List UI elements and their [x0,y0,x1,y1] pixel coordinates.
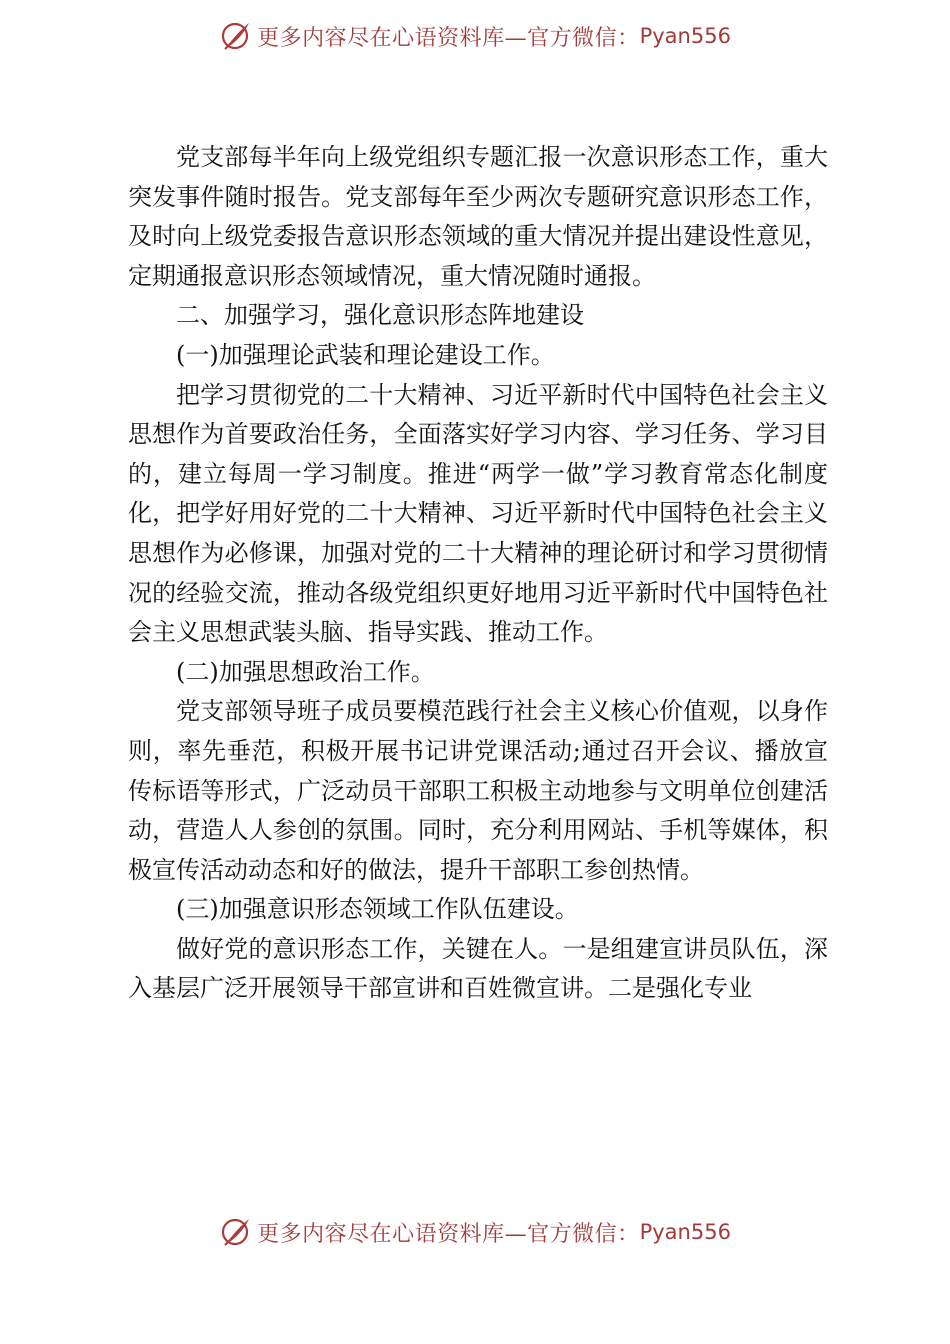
subheading-3: (三)加强意识形态领域工作队伍建设。 [176,895,579,924]
watermark-text: 更多内容尽在心语资料库—官方微信： [257,1221,640,1247]
quill-logo-icon [219,19,253,53]
quill-logo-icon [219,1215,253,1249]
paragraph-team-building: 做好党的意识形态工作，关键在人。一是组建宣讲员队伍，深入基层广泛开展领导干部宣讲和百姓微宣讲。二是强化专业 [128,934,828,1003]
watermark-wechat-id: Pyan556 [639,24,731,48]
document-body [128,138,828,1009]
header-watermark [0,16,950,56]
watermark-text: 更多内容尽在心语资料库—官方微信： [257,25,640,51]
watermark-wechat-id: Pyan556 [639,1220,731,1244]
paragraph-political-work: 党支部领导班子成员要模范践行社会主义核心价值观，以身作则，率先垂范，积极开展书记讲党课活动;通过召开会议、播放宣传标语等形式，广泛动员干部职工积极主动地参与文明单位创建活动，营造人人参创的氛围。同时，充分利用网站、手机等媒体，积极宣传活动动态和好的做法，提升干部职工参创热情。 [128,697,828,884]
paragraph-theory-study: 把学习贯彻党的二十大精神、习近平新时代中国特色社会主义思想作为首要政治任务，全面落实好学习内容、学习任务、学习目的，建立每周一学习制度。推进“两学一做”学习教育常态化制度化，把学好用好党的二十大精神、习近平新时代中国特色社会主义思想作为必修课，加强对党的二十大精神的理论研讨和学习贯彻情况的经验交流，推动各级党组织更好地用习近平新时代中国特色社会主义思想武装头脑、指导实践、推动工作。 [128,380,828,647]
footer-watermark [0,1212,950,1252]
subheading-1: (一)加强理论武装和理论建设工作。 [176,340,555,369]
paragraph-report-schedule: 党支部每半年向上级党组织专题汇报一次意识形态工作，重大突发事件随时报告。党支部每年至少两次专题研究意识形态工作，及时向上级党委报告意识形态领域的重大情况并提出建设性意见，定期通报意识形态领域情况，重大情况随时通报。 [128,143,828,290]
subheading-2: (二)加强思想政治工作。 [176,657,435,686]
section-heading-2: 二、加强学习，强化意识形态阵地建设 [176,301,584,330]
